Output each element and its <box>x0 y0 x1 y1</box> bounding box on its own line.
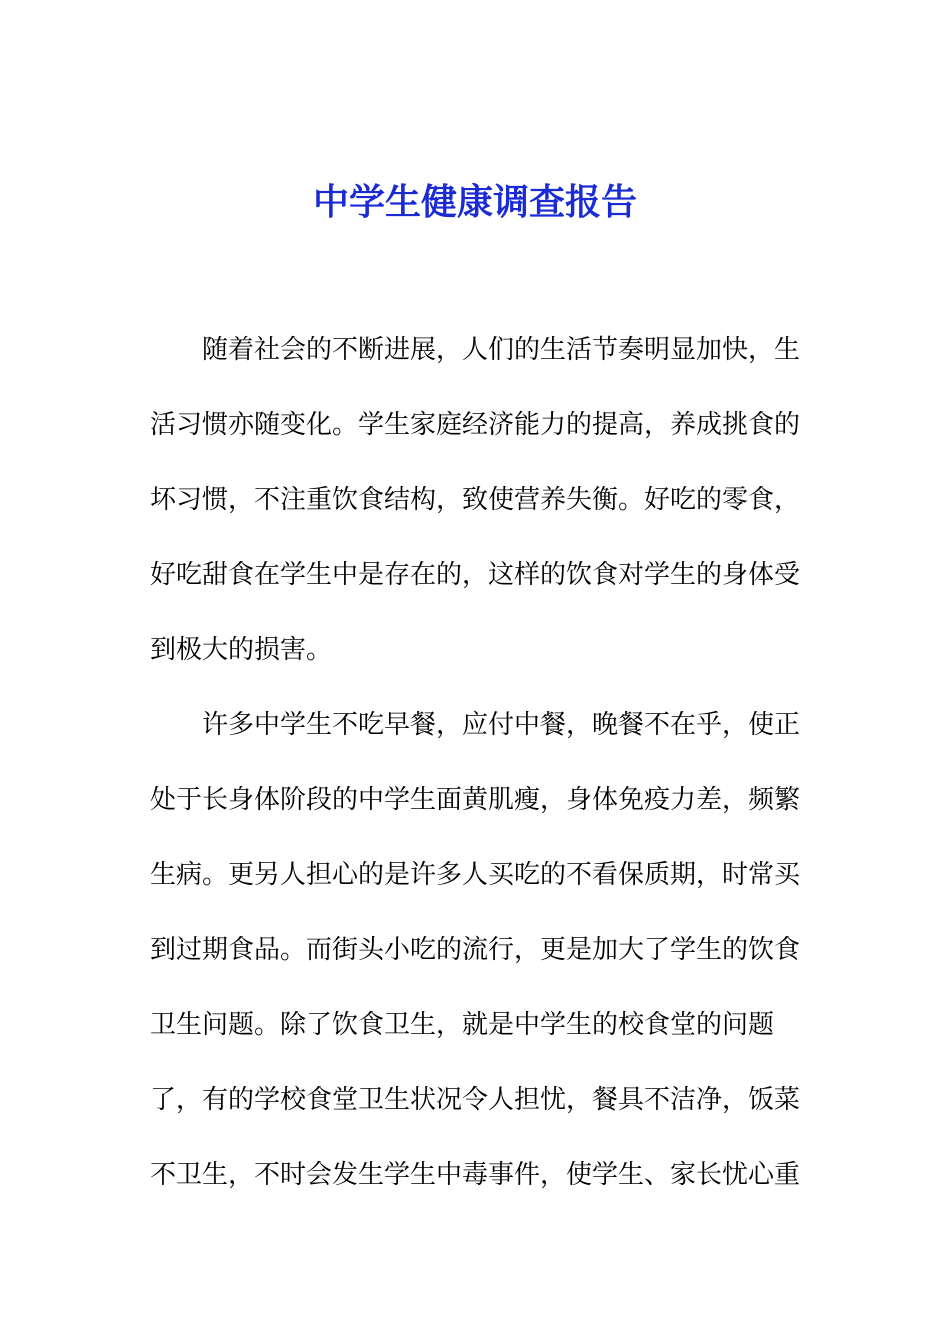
paragraph-line: 好吃甜食在学生中是存在的，这样的饮食对学生的身体受 <box>150 560 801 590</box>
paragraph-2 <box>150 688 801 1213</box>
paragraph-line: 处于长身体阶段的中学生面黄肌瘦，身体免疫力差，频繁 <box>150 785 801 815</box>
paragraph-line: 了，有的学校食堂卫生状况令人担忧，餐具不洁净，饭菜 <box>150 1085 801 1115</box>
paragraph-line: 生病。更另人担心的是许多人买吃的不看保质期，时常买 <box>150 860 801 890</box>
paragraph-line: 到极大的损害。 <box>150 635 333 665</box>
paragraph-line: 活习惯亦随变化。学生家庭经济能力的提高，养成挑食的 <box>150 410 801 440</box>
paragraph-line: 到过期食品。而街头小吃的流行，更是加大了学生的饮食 <box>150 935 801 965</box>
paragraph-line: 坏习惯，不注重饮食结构，致使营养失衡。好吃的零食， <box>150 485 801 515</box>
paragraph-line: 许多中学生不吃早餐，应付中餐，晚餐不在乎，使正 <box>202 710 801 740</box>
document-title: 中学生健康调查报告 <box>312 181 637 223</box>
paragraph-1 <box>150 313 801 688</box>
paragraph-line: 随着社会的不断进展，人们的生活节奏明显加快，生 <box>202 335 801 365</box>
paragraph-line: 卫生问题。除了饮食卫生，就是中学生的校食堂的问题 <box>150 1010 775 1040</box>
paragraph-line: 不卫生，不时会发生学生中毒事件，使学生、家长忧心重 <box>150 1160 801 1190</box>
